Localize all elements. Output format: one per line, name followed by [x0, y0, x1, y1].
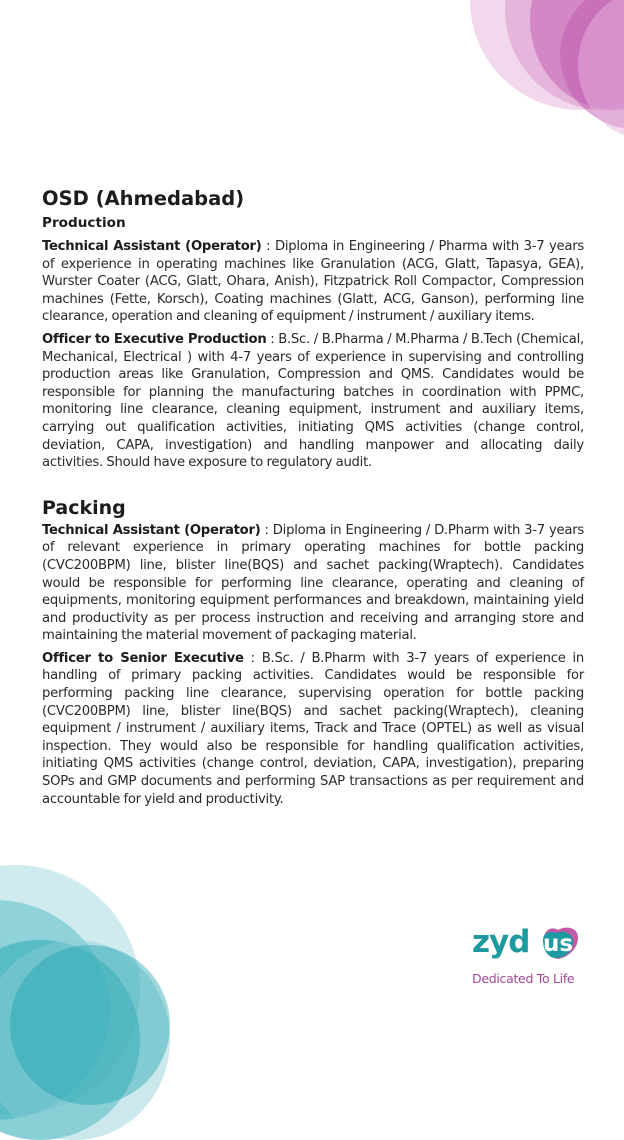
role-entry — [42, 522, 584, 645]
section-title: OSD (Ahmedabad) — [42, 187, 245, 210]
zydus-logo — [472, 924, 590, 988]
section-osd — [42, 186, 584, 472]
role-description: : B.Sc. / B.Pharm with 3-7 years of experience in handling of primary packing activities. Candidates would be responsible for performing packing line clearance, supervising operation for bottle packing (CVC200BPM) line, blister line(BQS) and sachet packing(Wraptech), cleaning equipment / instrument / auxiliary items, Track and Trace (OPTEL) as well as visual inspection. They would also be responsible for handling qualification activities, initiating QMS activities (change control, deviation, CAPA, investigation), preparing SOPs and GMP documents and performing SAP transactions as per requirement and accountable for yield and productivity. — [42, 650, 584, 807]
section-packing — [42, 496, 584, 809]
logo-tagline: Dedicated To Life — [472, 971, 575, 986]
section-title: Packing — [42, 496, 126, 519]
section-subtitle: Production — [42, 215, 126, 231]
role-title: Technical Assistant (Operator) — [42, 239, 262, 254]
logo-wordmark: zyd — [472, 924, 530, 960]
job-listing-content — [42, 186, 584, 813]
role-title: Technical Assistant (Operator) — [42, 522, 261, 538]
logo-wordmark-suffix: us — [543, 931, 574, 957]
decorative-petal — [10, 945, 170, 1105]
role-description: : Diploma in Engineering / Pharma with 3-7 years of experience in operating machines like Granulation (ACG, Glatt, Tapasya, GEA), Wurster Coater (ACG, Glatt, Ohara, Anish), Fitzpatrick Roll Compactor, Compression machines (Fette, Korsch), Coating machines (Glatt, ACG, Ganson), performing line clearance, operation and cleaning of equipment / instrument / auxiliary items. — [42, 239, 584, 325]
role-entry — [42, 650, 584, 808]
role-title: Officer to Senior Executive — [42, 650, 244, 666]
role-title: Officer to Executive Production — [42, 331, 267, 347]
role-entry — [42, 331, 584, 472]
role-description: : Diploma in Engineering / D.Pharm with 3-7 years of relevant experience in primary operating machines for bottle packing (CVC200BPM) line, blister line(BQS) and sachet packing(Wraptech). Candidates would be responsible for performing line clearance, operating and cleaning of equipments, monitoring equipment performances and breakdown, maintaining yield and productivity as per process instruction and receiving and arranging store and maintaining the material movement of packaging material. — [42, 522, 584, 644]
role-entry — [42, 238, 584, 326]
role-description: : B.Sc. / B.Pharma / M.Pharma / B.Tech (Chemical, Mechanical, Electrical ) with 4-7 years of experience in supervising and controlling production areas like Granulation, Compression and QMS. Candidates would be responsible for planning the manufacturing batches in coordination with PPMC, monitoring line clearance, cleaning equipment, instrument and auxiliary items, carrying out qualification activities, initiating QMS activities (change control, deviation, CAPA, investigation) and handling manpower and allocating daily activities. Should have exposure to regulatory audit. — [42, 331, 584, 471]
